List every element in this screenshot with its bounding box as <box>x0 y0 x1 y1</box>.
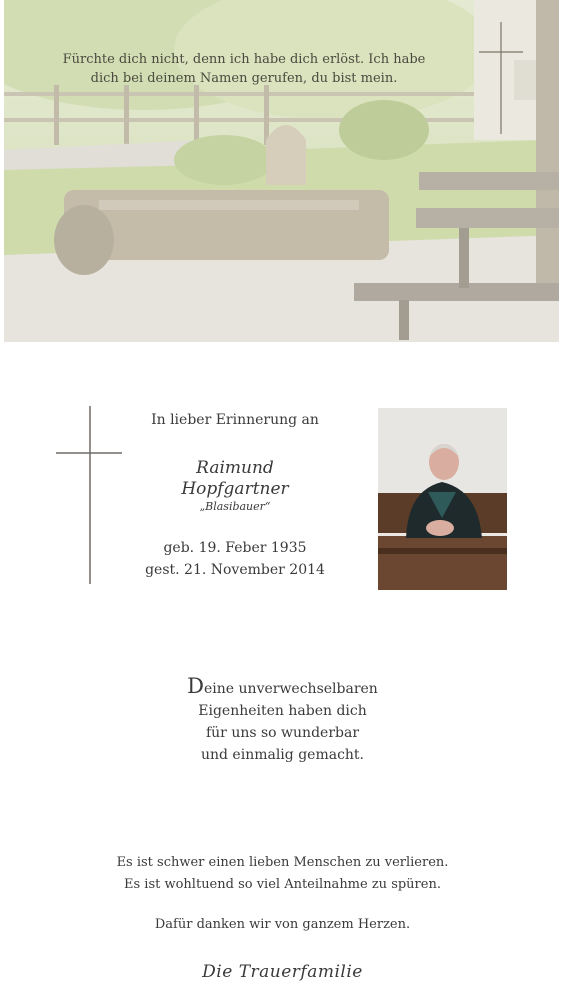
cross-icon <box>479 22 523 134</box>
poem-line-1-text: eine unverwechselbaren <box>204 681 378 697</box>
birth-date: geb. 19. Feber 1935 <box>163 540 307 556</box>
thanks-line: Dafür danken wir von ganzem Herzen. <box>154 917 411 932</box>
deceased-name <box>130 458 340 500</box>
last-name: Hopfgartner <box>181 479 289 499</box>
header-photo <box>4 0 559 342</box>
cross-icon <box>54 406 124 584</box>
first-name: Raimund <box>196 458 274 478</box>
poem <box>120 675 445 766</box>
bible-quote-line-1: Fürchte dich nicht, denn ich habe dich erlöst. Ich habe <box>62 52 426 67</box>
memorial-intro: In lieber Erinnerung an <box>151 412 319 428</box>
poem-line-3: für uns so wunderbar <box>205 725 360 741</box>
memorial-block <box>130 406 340 581</box>
closing-line-1: Es ist schwer einen lieben Menschen zu verlieren. <box>116 855 449 870</box>
poem-line-1 <box>120 675 445 700</box>
poem-line-4: und einmalig gemacht. <box>200 747 365 763</box>
poem-initial: D <box>187 674 205 698</box>
bible-quote-line-2: dich bei deinem Namen gerufen, du bist mein. <box>90 71 398 86</box>
closing-line-2: Es ist wohltuend so viel Anteilnahme zu spüren. <box>124 877 441 892</box>
closing-message <box>60 852 505 936</box>
signature: Die Trauerfamilie <box>202 962 363 982</box>
life-dates <box>130 537 340 581</box>
portrait-photo <box>378 408 507 590</box>
bible-quote <box>44 50 444 88</box>
death-date: gest. 21. November 2014 <box>145 562 325 578</box>
nickname: „Blasibauer“ <box>199 500 271 513</box>
poem-line-2: Eigenheiten haben dich <box>198 703 367 719</box>
